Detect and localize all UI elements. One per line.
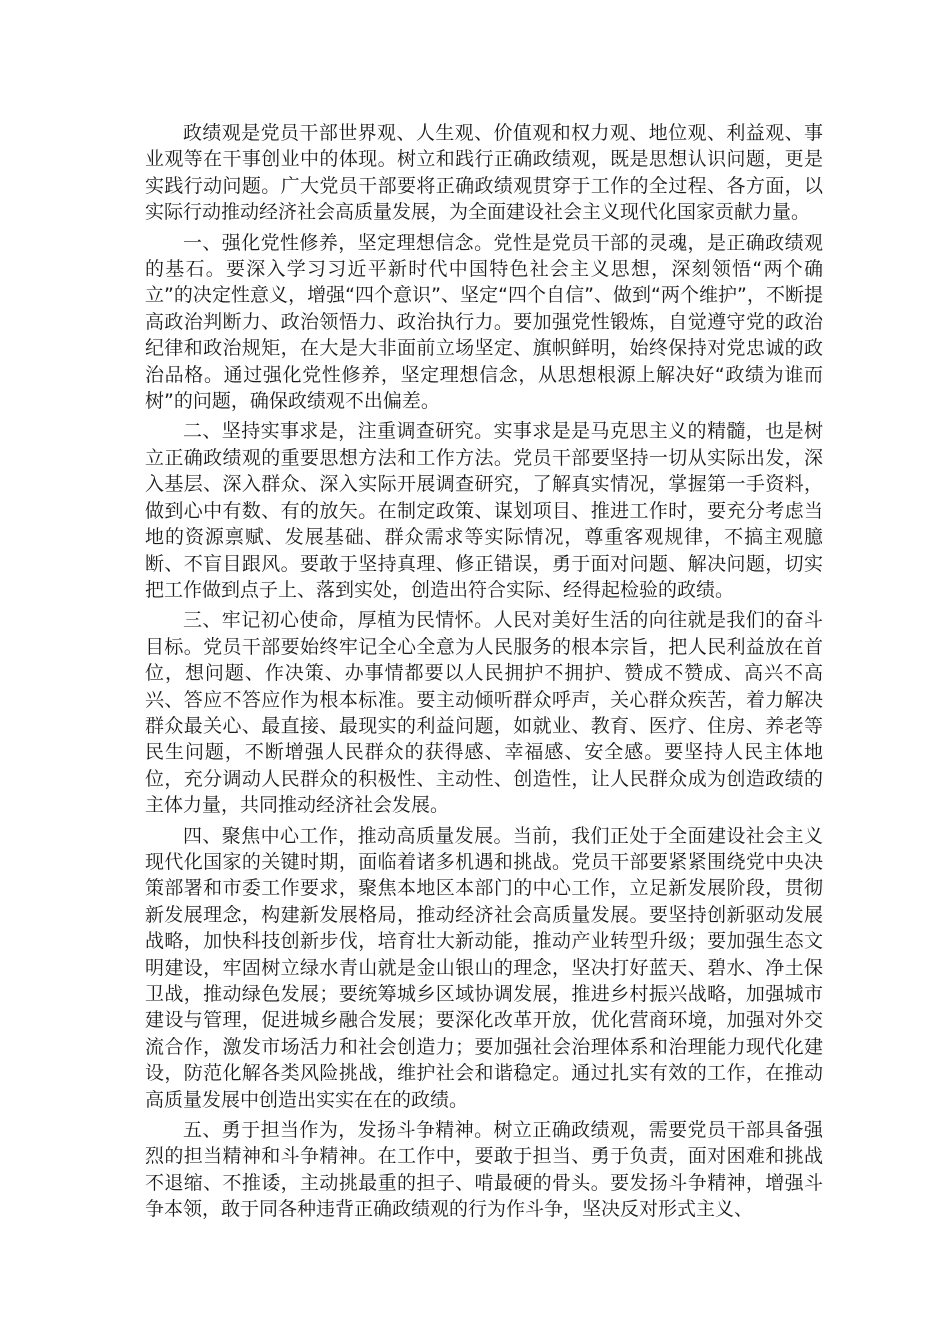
paragraph-section-5: 五、勇于担当作为，发扬斗争精神。树立正确政绩观，需要党员干部具备强烈的担当精神和斗争精神。在工作中，要敢于担当、勇于负责，面对困难和挑战不退缩、不推诿，主动挑最重的担子、啃最硬的骨头。要发扬斗争精神，增强斗争本领，敢于同各种违背正确政绩观的行为作斗争，坚决反对形式主义、 (145, 1119, 823, 1221)
paragraph-section-2: 二、坚持实事求是，注重调查研究。实事求是是马克思主义的精髓，也是树立正确政绩观的重要思想方法和工作方法。党员干部要坚持一切从实际出发，深入基层、深入群众、深入实际开展调查研究，了解真实情况，掌握第一手资料，做到心中有数、有的放矢。在制定政策、谋划项目、推进工作时，要充分考虑当地的资源禀赋、发展基础、群众需求等实际情况，尊重客观规律，不搞主观臆断、不盲目跟风。要敢于坚持真理、修正错误，勇于面对问题、解决问题，切实把工作做到点子上、落到实处，创造出符合实际、经得起检验的政绩。 (145, 420, 823, 601)
document-body (145, 120, 823, 1227)
paragraph-section-1: 一、强化党性修养，坚定理想信念。党性是党员干部的灵魂，是正确政绩观的基石。要深入学习习近平新时代中国特色社会主义思想，深刻领悟“两个确立”的决定性意义，增强“四个意识”、坚定“四个自信”、做到“两个维护”，不断提高政治判断力、政治领悟力、政治执行力。要加强党性锻炼，自觉遵守党的政治纪律和政治规矩，在大是大非面前立场坚定、旗帜鲜明，始终保持对党忠诚的政治品格。通过强化党性修养，坚定理想信念，从思想根源上解决好“政绩为谁而树”的问题，确保政绩观不出偏差。 (145, 231, 823, 413)
paragraph-section-3: 三、牢记初心使命，厚植为民情怀。人民对美好生活的向往就是我们的奋斗目标。党员干部要始终牢记全心全意为人民服务的根本宗旨，把人民利益放在首位，想问题、作决策、办事情都要以人民拥护不拥护、赞成不赞成、高兴不高兴、答应不答应作为根本标准。要主动倾听群众呼声，关心群众疾苦，着力解决群众最关心、最直接、最现实的利益问题，如就业、教育、医疗、住房、养老等民生问题，不断增强人民群众的获得感、幸福感、安全感。要坚持人民主体地位，充分调动人民群众的积极性、主动性、创造性，让人民群众成为创造政绩的主体力量，共同推动经济社会发展。 (145, 609, 823, 817)
paragraph-intro: 政绩观是党员干部世界观、人生观、价值观和权力观、地位观、利益观、事业观等在干事创业中的体现。树立和践行正确政绩观，既是思想认识问题，更是实践行动问题。广大党员干部要将正确政绩观贯穿于工作的全过程、各方面，以实际行动推动经济社会高质量发展，为全面建设社会主义现代化国家贡献力量。 (145, 122, 823, 224)
paragraph-section-4: 四、聚焦中心工作，推动高质量发展。当前，我们正处于全面建设社会主义现代化国家的关键时期，面临着诸多机遇和挑战。党员干部要紧紧围绕党中央决策部署和市委工作要求，聚焦本地区本部门的中心工作，立足新发展阶段，贯彻新发展理念，构建新发展格局，推动经济社会高质量发展。要坚持创新驱动发展战略，加快科技创新步伐，培育壮大新动能，推动产业转型升级；要加强生态文明建设，牢固树立绿水青山就是金山银山的理念，坚决打好蓝天、碧水、净土保卫战，推动绿色发展；要统筹城乡区域协调发展，推进乡村振兴战略，加强城市建设与管理，促进城乡融合发展；要深化改革开放，优化营商环境，加强对外交流合作，激发市场活力和社会创造力；要加强社会治理体系和治理能力现代化建设，防范化解各类风险挑战，维护社会和谐稳定。通过扎实有效的工作，在推动高质量发展中创造出实实在在的政绩。 (145, 824, 823, 1111)
